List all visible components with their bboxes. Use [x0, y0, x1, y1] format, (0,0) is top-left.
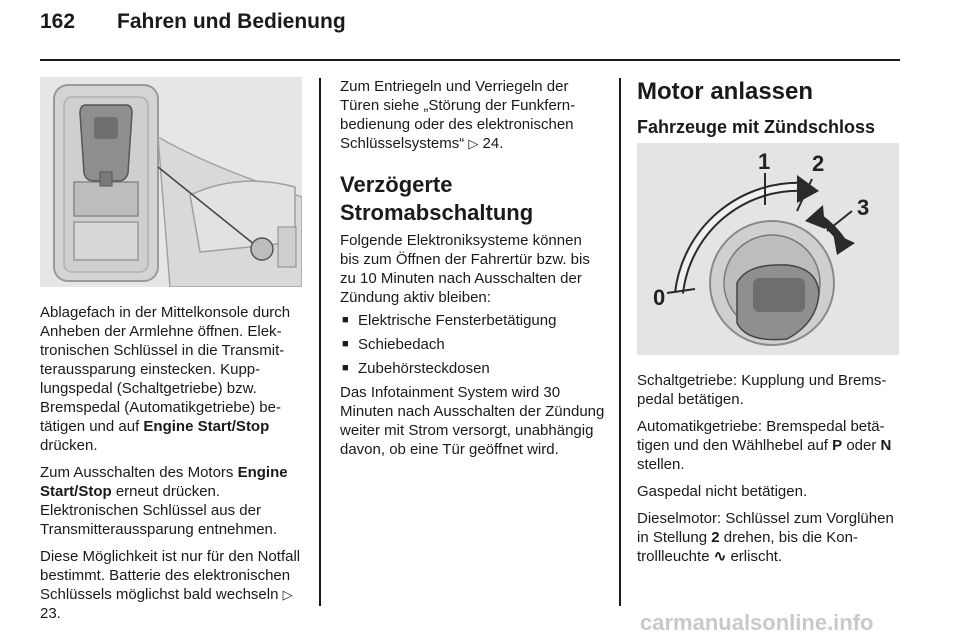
- column-2-text: [340, 77, 605, 467]
- column-divider-1: [319, 78, 321, 606]
- section-heading: Motor anlassen: [637, 78, 814, 105]
- column-3-text: [637, 371, 902, 574]
- paragraph: Dieselmotor: Schlüssel zum Vorglühen in Stellung 2 drehen, bis die Kontrollleuchte ∿ erlischt.: [637, 510, 894, 565]
- ignition-figure: [637, 143, 899, 355]
- header-rule: [40, 59, 900, 61]
- paragraph: Ablagefach in der Mittelkonsole durch Anheben der Armlehne öffnen. Elektronischen Schlüssel in die Transmitteraussparung einstecken. Kupplungspedal (Schaltgetriebe) bzw. Bremspedal (Automatikgetriebe) betätigen und auf Engine Start/Stop drücken.: [40, 304, 291, 454]
- watermark: carmanualsonline.info: [640, 610, 874, 635]
- column-divider-2: [619, 78, 621, 606]
- column-1-text: [40, 303, 305, 631]
- ignition-switch-illustration: [637, 143, 899, 355]
- page-title: Fahren und Bedienung: [117, 10, 346, 33]
- position-label-1: 1: [758, 149, 771, 174]
- page-number: 162: [40, 10, 76, 33]
- position-label-2: 2: [812, 151, 825, 176]
- bullet-list: [340, 311, 605, 378]
- paragraph: Automatikgetriebe: Bremspedal betätigen und den Wählhebel auf P oder N stellen.: [637, 418, 892, 473]
- key-fob-in-armrest-slot-illustration: [40, 77, 302, 287]
- paragraph: Das Infotainment System wird 30 Minuten nach Ausschalten der Zündung weiter mit Strom versorgt, unabhängig davon, ob eine Tür geöffnet wird.: [340, 384, 605, 458]
- arrow-ref-icon: ▷: [468, 136, 479, 151]
- armrest-key-figure: [40, 77, 302, 287]
- paragraph: Zum Ausschalten des Motors Engine Start/Stop erneut drücken. Elektronischen Schlüssel aus der Transmitteraussparung entnehmen.: [40, 464, 288, 538]
- position-label-3: 3: [857, 195, 870, 220]
- paragraph: Zum Entriegeln und Verriegeln der Türen siehe „Störung der Funkfernbedienung oder des elektronischen Schlüsselsystems“ ▷ 24.: [340, 78, 576, 152]
- list-item: ■ Elektrische Fensterbetätigung: [340, 311, 605, 330]
- glow-plug-icon: ∿: [713, 548, 727, 565]
- paragraph: Schaltgetriebe: Kupplung und Bremspedal betätigen.: [637, 372, 887, 408]
- section-heading: Verzögerte Stromabschaltung: [340, 172, 534, 225]
- list-item: ■ Zubehörsteckdosen: [340, 359, 605, 378]
- subsection-heading: Fahrzeuge mit Zündschloss: [637, 117, 876, 137]
- position-label-0: 0: [653, 285, 666, 310]
- column-3-heading: [637, 77, 902, 139]
- paragraph: Folgende Elektroniksysteme können bis zum Öffnen der Fahrertür bzw. bis zu 10 Minuten nach Ausschalten der Zündung aktiv bleiben:: [340, 232, 590, 306]
- paragraph: Gaspedal nicht betätigen.: [637, 483, 808, 500]
- list-item: ■ Schiebedach: [340, 335, 605, 354]
- paragraph: Diese Möglichkeit ist nur für den Notfall bestimmt. Batterie des elektronischen Schlüssels möglichst bald wechseln ▷ 23.: [40, 548, 301, 622]
- arrow-ref-icon: ▷: [282, 587, 293, 602]
